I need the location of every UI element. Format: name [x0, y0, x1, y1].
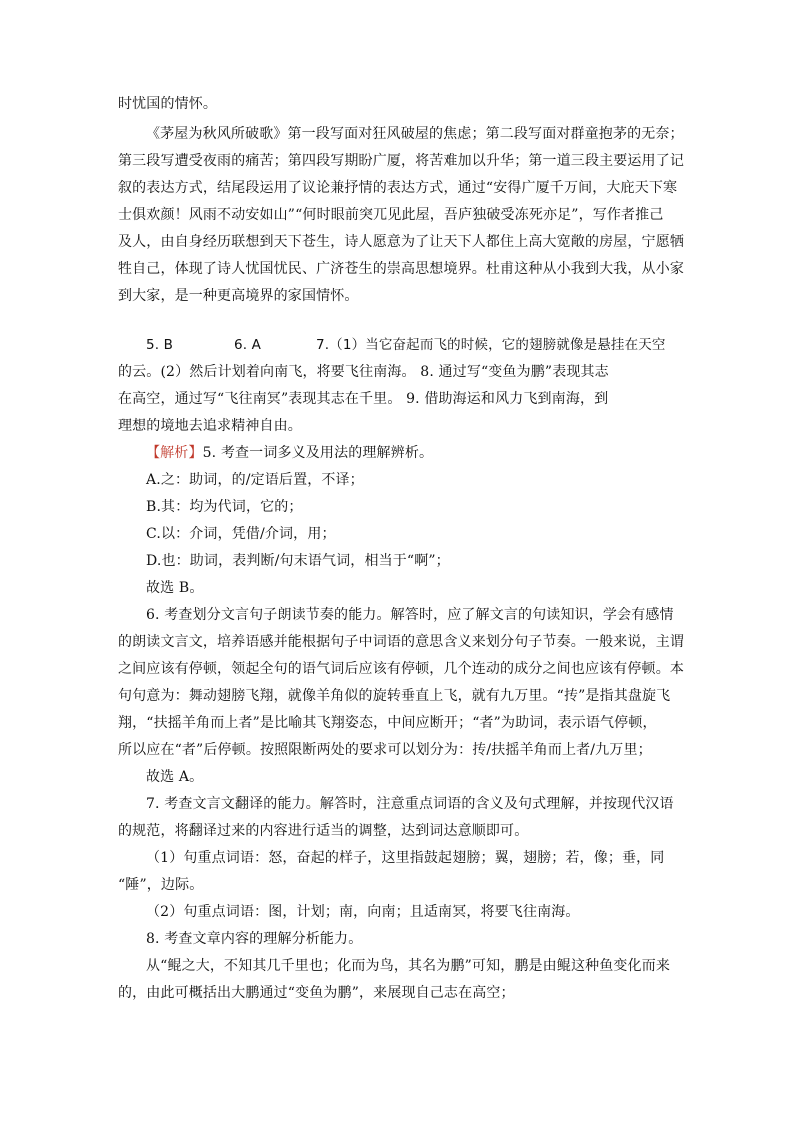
- paragraph-line: 及人，由自身经历联想到天下苍生，诗人愿意为了让天下人都住上高大宽敞的房屋，宁愿牺: [118, 234, 684, 250]
- analysis-q6-line: 之间应该有停顿，领起全句的语气词后应该有停顿，几个连动的成分之间也应该有停顿。本: [118, 661, 684, 677]
- answer-5: 5. B: [146, 337, 174, 353]
- paragraph-line: 牲自己，体现了诗人忧国忧民、广济苍生的崇高思想境界。杜甫这种从小我到大我，从小家: [118, 261, 684, 277]
- analysis-q7-sub2: （2）句重点词语：图，计划；南，向南；且适南冥，将要飞往南海。: [146, 904, 580, 920]
- analysis-q6-line: 句句意为：舞动翅膀飞翔，就像羊角似的旋转垂直上飞，就有九万里。“抟”是指其盘旋飞: [118, 688, 671, 704]
- paragraph-line: 第三段写遭受夜雨的痛苦；第四段写期盼广厦，将苦难加以升华；第一道三段主要运用了记: [118, 153, 684, 169]
- answer-line: 的云。(2）然后计划着向南飞，将要飞往南海。 8. 通过写“变鱼为鹏”表现其志: [118, 364, 609, 380]
- analysis-q6-line: 翔，“扶摇羊角而上者”是比喻其飞翔姿态，中间应断开；“者”为助词，表示语气停顿，: [118, 715, 657, 731]
- paragraph-line: 时忧国的情怀。: [118, 96, 218, 112]
- analysis-q6-line: 6. 考查划分文言句子朗读节奏的能力。解答时，应了解文言的句读知识，学会有感情: [146, 607, 674, 623]
- analysis-q6-line: 的朗读文言文，培养语感并能根据句子中词语的意思含义来划分句子节奏。一般来说，主谓: [118, 634, 684, 650]
- analysis-q5-title: 【解析】5. 考查一词多义及用法的理解辨析。: [146, 445, 434, 461]
- analysis-q7-line: 7. 考查文言文翻译的能力。解答时，注意重点词语的含义及句式理解，并按现代汉语: [146, 796, 674, 812]
- conclusion-q5: 故选 B。: [146, 580, 204, 596]
- paragraph-line: 士俱欢颜！风雨不动安如山”“何时眼前突兀见此屋，吾庐独破受冻死亦足”，写作者推己: [118, 207, 664, 223]
- answer-line: 理想的境地去追求精神自由。: [118, 418, 302, 434]
- paragraph-line: 叙的表达方式，结尾段运用了议论兼抒情的表达方式，通过“安得广厦千万间，大庇天下寒: [118, 180, 678, 196]
- option-b: B.其：均为代词，它的；: [146, 499, 303, 515]
- analysis-q7-sub1: “陲”，边际。: [118, 877, 204, 893]
- option-d: D.也：助词，表判断/句末语气词，相当于“啊”；: [146, 553, 450, 569]
- option-c: C.以：介词，凭借/介词，用；: [146, 526, 336, 542]
- option-a: A.之：助词，的/定语后置，不译；: [146, 472, 364, 488]
- analysis-q8-line: 的，由此可概括出大鹏通过“变鱼为鹏”，来展现自己志在高空；: [118, 985, 515, 1001]
- answer-7: 7.（1）当它奋起而飞的时候，它的翅膀就像是悬挂在天空: [316, 337, 666, 353]
- conclusion-q6: 故选 A。: [146, 769, 204, 785]
- analysis-q7-line: 的规范，将翻译过来的内容进行适当的调整，达到词达意顺即可。: [118, 823, 529, 839]
- analysis-q6-line: 所以应在“者”后停顿。按照限断两处的要求可以划分为：抟/扶摇羊角而上者/九万里；: [118, 742, 652, 758]
- analysis-q7-sub1: （1）句重点词语：怒，奋起的样子，这里指鼓起翅膀；翼，翅膀；若，像；垂，同: [146, 850, 665, 866]
- paragraph-line: 《茅屋为秋风所破歌》第一段写面对狂风破屋的焦虑；第二段写面对群童抱茅的无奈；: [146, 126, 684, 142]
- analysis-q8-title: 8. 考查文章内容的理解分析能力。: [146, 931, 363, 947]
- paragraph-line: 到大家，是一种更高境界的家国情怀。: [118, 288, 359, 304]
- analysis-label: 【解析】: [146, 445, 203, 461]
- answer-line: 在高空，通过写“飞往南冥”表现其志在千里。 9. 借助海运和风力飞到南海，到: [118, 391, 609, 407]
- analysis-q8-line: 从“鲲之大，不知其几千里也；化而为鸟，其名为鹏”可知，鹏是由鲲这种鱼变化而来: [146, 958, 671, 974]
- answer-6: 6. A: [234, 337, 262, 353]
